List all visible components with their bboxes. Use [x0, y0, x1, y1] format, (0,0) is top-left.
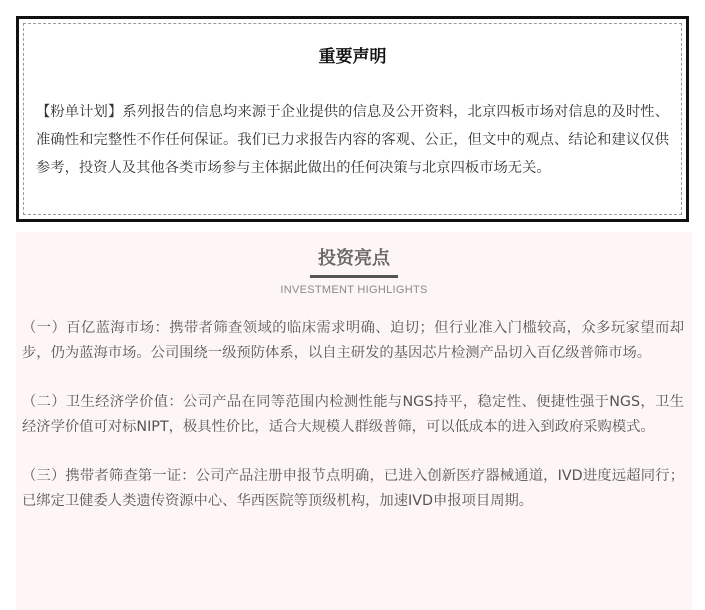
highlight-item-2: （二）卫生经济学价值：公司产品在同等范围内检测性能与NGS持平，稳定性、便捷性强于NGS，卫生经济学价值可对标NIPT，极具性价比，适合大规模人群级普筛，可以低成本的进入到政府采购模式。 — [22, 394, 684, 435]
highlights-subtitle: INVESTMENT HIGHLIGHTS — [280, 284, 428, 296]
highlight-item-3: （三）携带者筛查第一证：公司产品注册申报节点明确，已进入创新医疗器械通道，IVD进度远超同行；已绑定卫健委人类遗传资源中心、华西医院等顶级机构，加速IVD申报项目周期。 — [22, 468, 684, 509]
highlights-heading — [16, 246, 692, 278]
disclaimer-text: 【粉单计划】系列报告的信息均来源于企业提供的信息及公开资料，北京四板市场对信息的及时性、准确性和完整性不作任何保证。我们已力求报告内容的客观、公正，但文中的观点、结论和建议仅供参考，投资人及其他各类市场参与主体据此做出的任何决策与北京四板市场无关。 — [36, 104, 669, 176]
highlight-item-1: （一）百亿蓝海市场：携带者筛查领域的临床需求明确、迫切；但行业准入门槛较高，众多玩家望而却步，仍为蓝海市场。公司围绕一级预防体系，以自主研发的基因芯片检测产品切入百亿级普筛市场。 — [22, 320, 684, 361]
highlights-list — [16, 316, 692, 514]
disclaimer-inner-frame — [23, 23, 682, 215]
disclaimer-box — [16, 16, 689, 222]
highlights-title: 投资亮点 — [310, 246, 398, 278]
disclaimer-title: 重要声明 — [318, 47, 387, 67]
investment-highlights-section — [16, 232, 692, 610]
